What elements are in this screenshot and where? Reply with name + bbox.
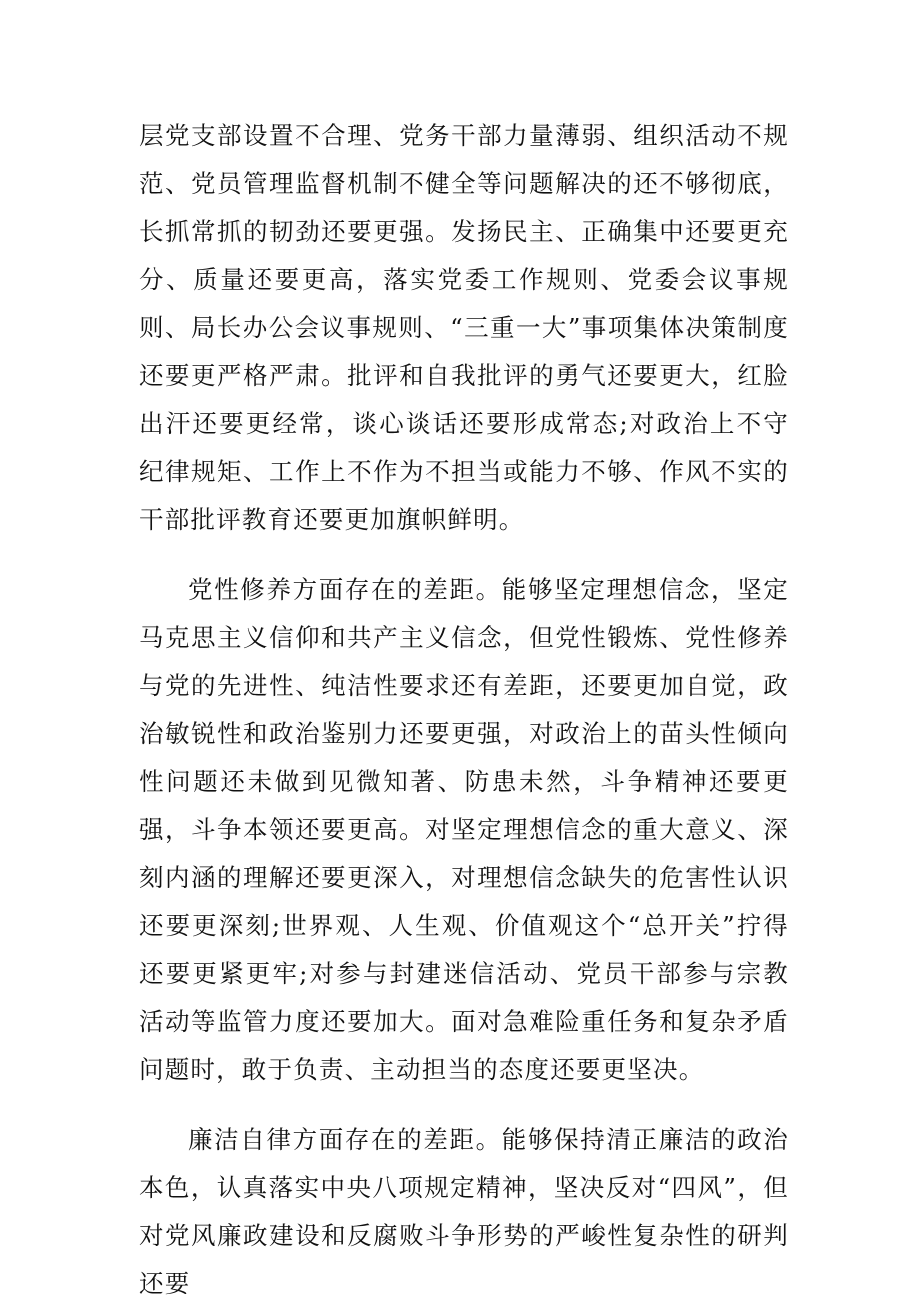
paragraph-party-spirit: 党性修养方面存在的差距。能够坚定理想信念，坚定马克思主义信仰和共产主义信念，但党性锻炼、党性修养与党的先进性、纯洁性要求还有差距，还要更加自觉，政治敏锐性和政治鉴别力还要更强，对政治上的苗头性倾向性问题还未做到见微知著、防患未然，斗争精神还要更强，斗争本领还要更高。对坚定理想信念的重大意义、深刻内涵的理解还要更深入，对理想信念缺失的危害性认识还要更深刻;世界观、人生观、价值观这个“总开关”拧得还要更紧更牢;对参与封建迷信活动、党员干部参与宗教活动等监管力度还要加大。面对急难险重任务和复杂矛盾问题时，敢于负责、主动担当的态度还要更坚决。 xyxy=(139,575,789,1084)
paragraph-integrity: 廉洁自律方面存在的差距。能够保持清正廉洁的政治本色，认真落实中央八项规定精神，坚决反对“四风”，但对党风廉政建设和反腐败斗争形势的严峻性复杂性的研判还要 xyxy=(139,1125,789,1298)
body-text xyxy=(139,112,789,1308)
paragraph-continued: 层党支部设置不合理、党务干部力量薄弱、组织活动不规范、党员管理监督机制不健全等问题解决的还不够彻底，长抓常抓的韧劲还要更强。发扬民主、正确集中还要更充分、质量还要更高，落实党委工作规则、党委会议事规则、局长办公会议事规则、“三重一大”事项集体决策制度还要更严格严肃。批评和自我批评的勇气还要更大，红脸出汗还要更经常，谈心谈话还要形成常态;对政治上不守纪律规矩、工作上不作为不担当或能力不够、作风不实的干部批评教育还要更加旗帜鲜明。 xyxy=(139,121,789,534)
